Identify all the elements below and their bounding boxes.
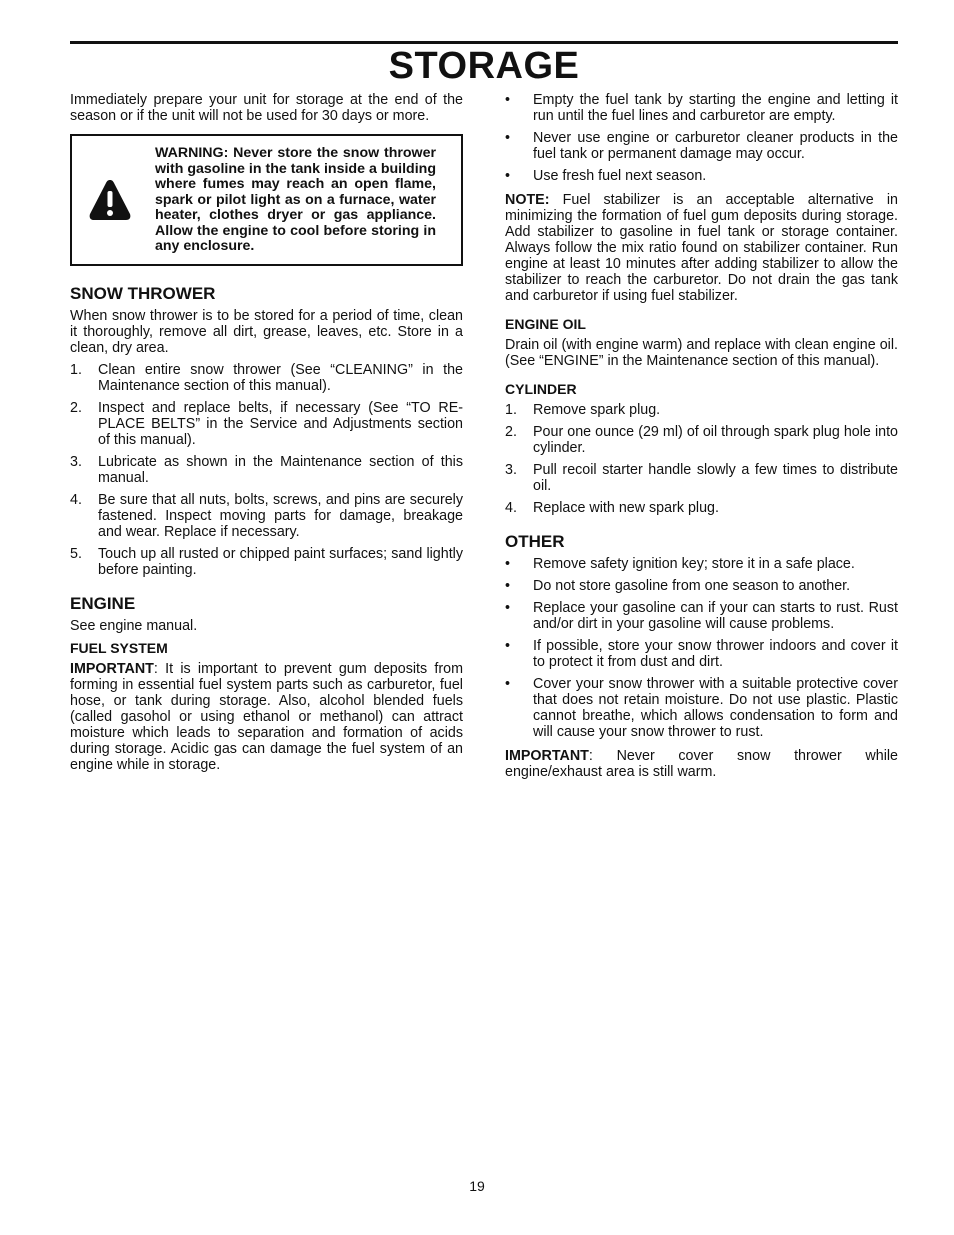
list-item	[505, 92, 898, 124]
list-item-text: Pull recoil starter handle slowly a few times to distribute oil.	[533, 462, 898, 494]
important-text: : Never cover snow thrower while engine/exhaust area is still warm.	[505, 748, 898, 780]
list-item-text: Do not store gasoline from one season to another.	[533, 578, 851, 594]
engine-text: See engine manual.	[70, 618, 198, 634]
snow-thrower-steps	[70, 362, 463, 578]
list-item-marker: 1.	[70, 362, 82, 378]
warning-icon	[88, 178, 132, 222]
list-item-marker: 2.	[505, 424, 517, 440]
engine-oil-text: Drain oil (with engine warm) and replace with clean engine oil. (See “ENGINE” in the Maintenance section of this manual).	[505, 337, 898, 369]
list-item	[505, 402, 898, 418]
right-column	[505, 92, 898, 786]
list-item-text: Cover your snow thrower with a suitable protective cover that does not retain moisture. Do not use plastic. Plastic cannot breathe, which allows condensation to form and will cause your snow thrower to rust.	[533, 676, 898, 740]
snow-thrower-heading: SNOW THROWER	[70, 284, 216, 303]
important-label: IMPORTANT	[505, 748, 589, 764]
list-item	[505, 676, 898, 740]
warning-box	[70, 134, 463, 266]
list-item-text: Empty the fuel tank by starting the engine and letting it run until the fuel lines and carburetor are empty.	[533, 92, 898, 124]
title-rule	[70, 41, 898, 44]
list-item-marker: •	[505, 638, 511, 654]
list-item-text: Replace with new spark plug.	[533, 500, 719, 516]
list-item	[70, 400, 463, 448]
other-heading: OTHER	[505, 532, 565, 551]
list-item-marker: 2.	[70, 400, 82, 416]
list-item-marker: •	[505, 578, 511, 594]
page-number: 19	[469, 1178, 485, 1194]
left-column	[70, 92, 463, 779]
list-item	[70, 546, 463, 578]
list-item-text: Replace your gasoline can if your can starts to rust. Rust and/or dirt in your gasoline will cause problems.	[533, 600, 898, 632]
list-item-text: Remove spark plug.	[533, 402, 661, 418]
list-item-marker: 3.	[70, 454, 82, 470]
fuel-bullets	[505, 92, 898, 184]
other-bullets	[505, 556, 898, 740]
list-item-text: Never use engine or carburetor cleaner products in the fuel tank or permanent damage may occur.	[533, 130, 898, 162]
list-item	[70, 492, 463, 540]
cylinder-heading: CYLINDER	[505, 381, 577, 397]
list-item-marker: 5.	[70, 546, 82, 562]
list-item-marker: •	[505, 556, 511, 572]
list-item-text: Clean entire snow thrower (See “CLEANING” in the Maintenance section of this manual).	[98, 362, 463, 394]
list-item	[505, 578, 898, 594]
list-item-marker: 3.	[505, 462, 517, 478]
list-item	[70, 362, 463, 394]
list-item	[505, 600, 898, 632]
list-item	[70, 454, 463, 486]
page-title: STORAGE	[388, 45, 580, 87]
snow-thrower-text: When snow thrower is to be stored for a period of time, clean it thoroughly, remove all dirt, grease, leaves, etc. Store in a clean, dry area.	[70, 308, 463, 356]
list-item-marker: •	[505, 168, 511, 184]
list-item	[505, 500, 898, 516]
list-item-text: Pour one ounce (29 ml) of oil through spark plug hole into cylinder.	[533, 424, 898, 456]
note-text: Fuel stabilizer is an acceptable alternative in minimizing the formation of fuel gum deposits during storage. Add stabilizer to gasoline in fuel tank or storage container. Always follow the mix ratio found on stabilizer container. Run engine at least 10 minutes after adding stabilizer to allow the stabilizer to reach the carburetor. Do not drain the gas tank and carburetor if using fuel stabilizer.	[505, 192, 898, 304]
list-item	[505, 638, 898, 670]
fuel-system-heading: FUEL SYSTEM	[70, 640, 168, 656]
cylinder-steps	[505, 402, 898, 516]
warning-text: WARNING: Never store the snow thrower with gasoline in the tank inside a building where fumes may reach an open flame, spark or pilot light as on a furnace, water heater, clothes dryer or gas appliance. Allow the engine to cool before storing in any enclosure.	[155, 145, 436, 254]
list-item-marker: •	[505, 600, 511, 616]
note-paragraph	[505, 192, 898, 304]
list-item-marker: •	[505, 676, 511, 692]
list-item-marker: •	[505, 130, 511, 146]
list-item-text: Remove safety ignition key; store it in a safe place.	[533, 556, 855, 572]
engine-heading: ENGINE	[70, 594, 136, 613]
list-item-text: Be sure that all nuts, bolts, screws, and pins are securely fastened. Inspect moving parts for damage, breakage and wear. Replace if necessary.	[98, 492, 463, 540]
fuel-system-important	[70, 661, 463, 773]
list-item-text: If possible, store your snow thrower indoors and cover it to protect it from dust and dirt.	[533, 638, 898, 670]
list-item-text: Touch up all rusted or chipped paint surfaces; sand lightly before painting.	[98, 546, 463, 578]
note-label: NOTE:	[505, 192, 550, 208]
list-item-text: Inspect and replace belts, if necessary (See “TO RE-PLACE BELTS” in the Service and Adjustments section of this manual).	[98, 400, 463, 448]
intro-paragraph: Immediately prepare your unit for storage at the end of the season or if the unit will not be used for 30 days or more.	[70, 92, 463, 124]
list-item-text: Lubricate as shown in the Maintenance section of this manual.	[98, 454, 463, 486]
list-item-marker: 4.	[70, 492, 82, 508]
list-item	[505, 462, 898, 494]
list-item-marker: 4.	[505, 500, 517, 516]
list-item	[505, 556, 898, 572]
list-item-text: Use fresh fuel next season.	[533, 168, 707, 184]
list-item	[505, 168, 898, 184]
engine-oil-heading: ENGINE OIL	[505, 316, 586, 332]
list-item	[505, 130, 898, 162]
other-important	[505, 748, 898, 780]
list-item-marker: 1.	[505, 402, 517, 418]
list-item-marker: •	[505, 92, 511, 108]
list-item	[505, 424, 898, 456]
important-text: : It is important to prevent gum deposits from forming in essential fuel system parts such as carburetor, fuel hose, or tank during storage. Also, alcohol blended fuels (called gasohol or using ethanol or methanol) can attract moisture which leads to separation and formation of acids during storage. Acidic gas can damage the fuel system of an engine while in storage.	[70, 661, 463, 773]
important-label: IMPORTANT	[70, 661, 154, 677]
